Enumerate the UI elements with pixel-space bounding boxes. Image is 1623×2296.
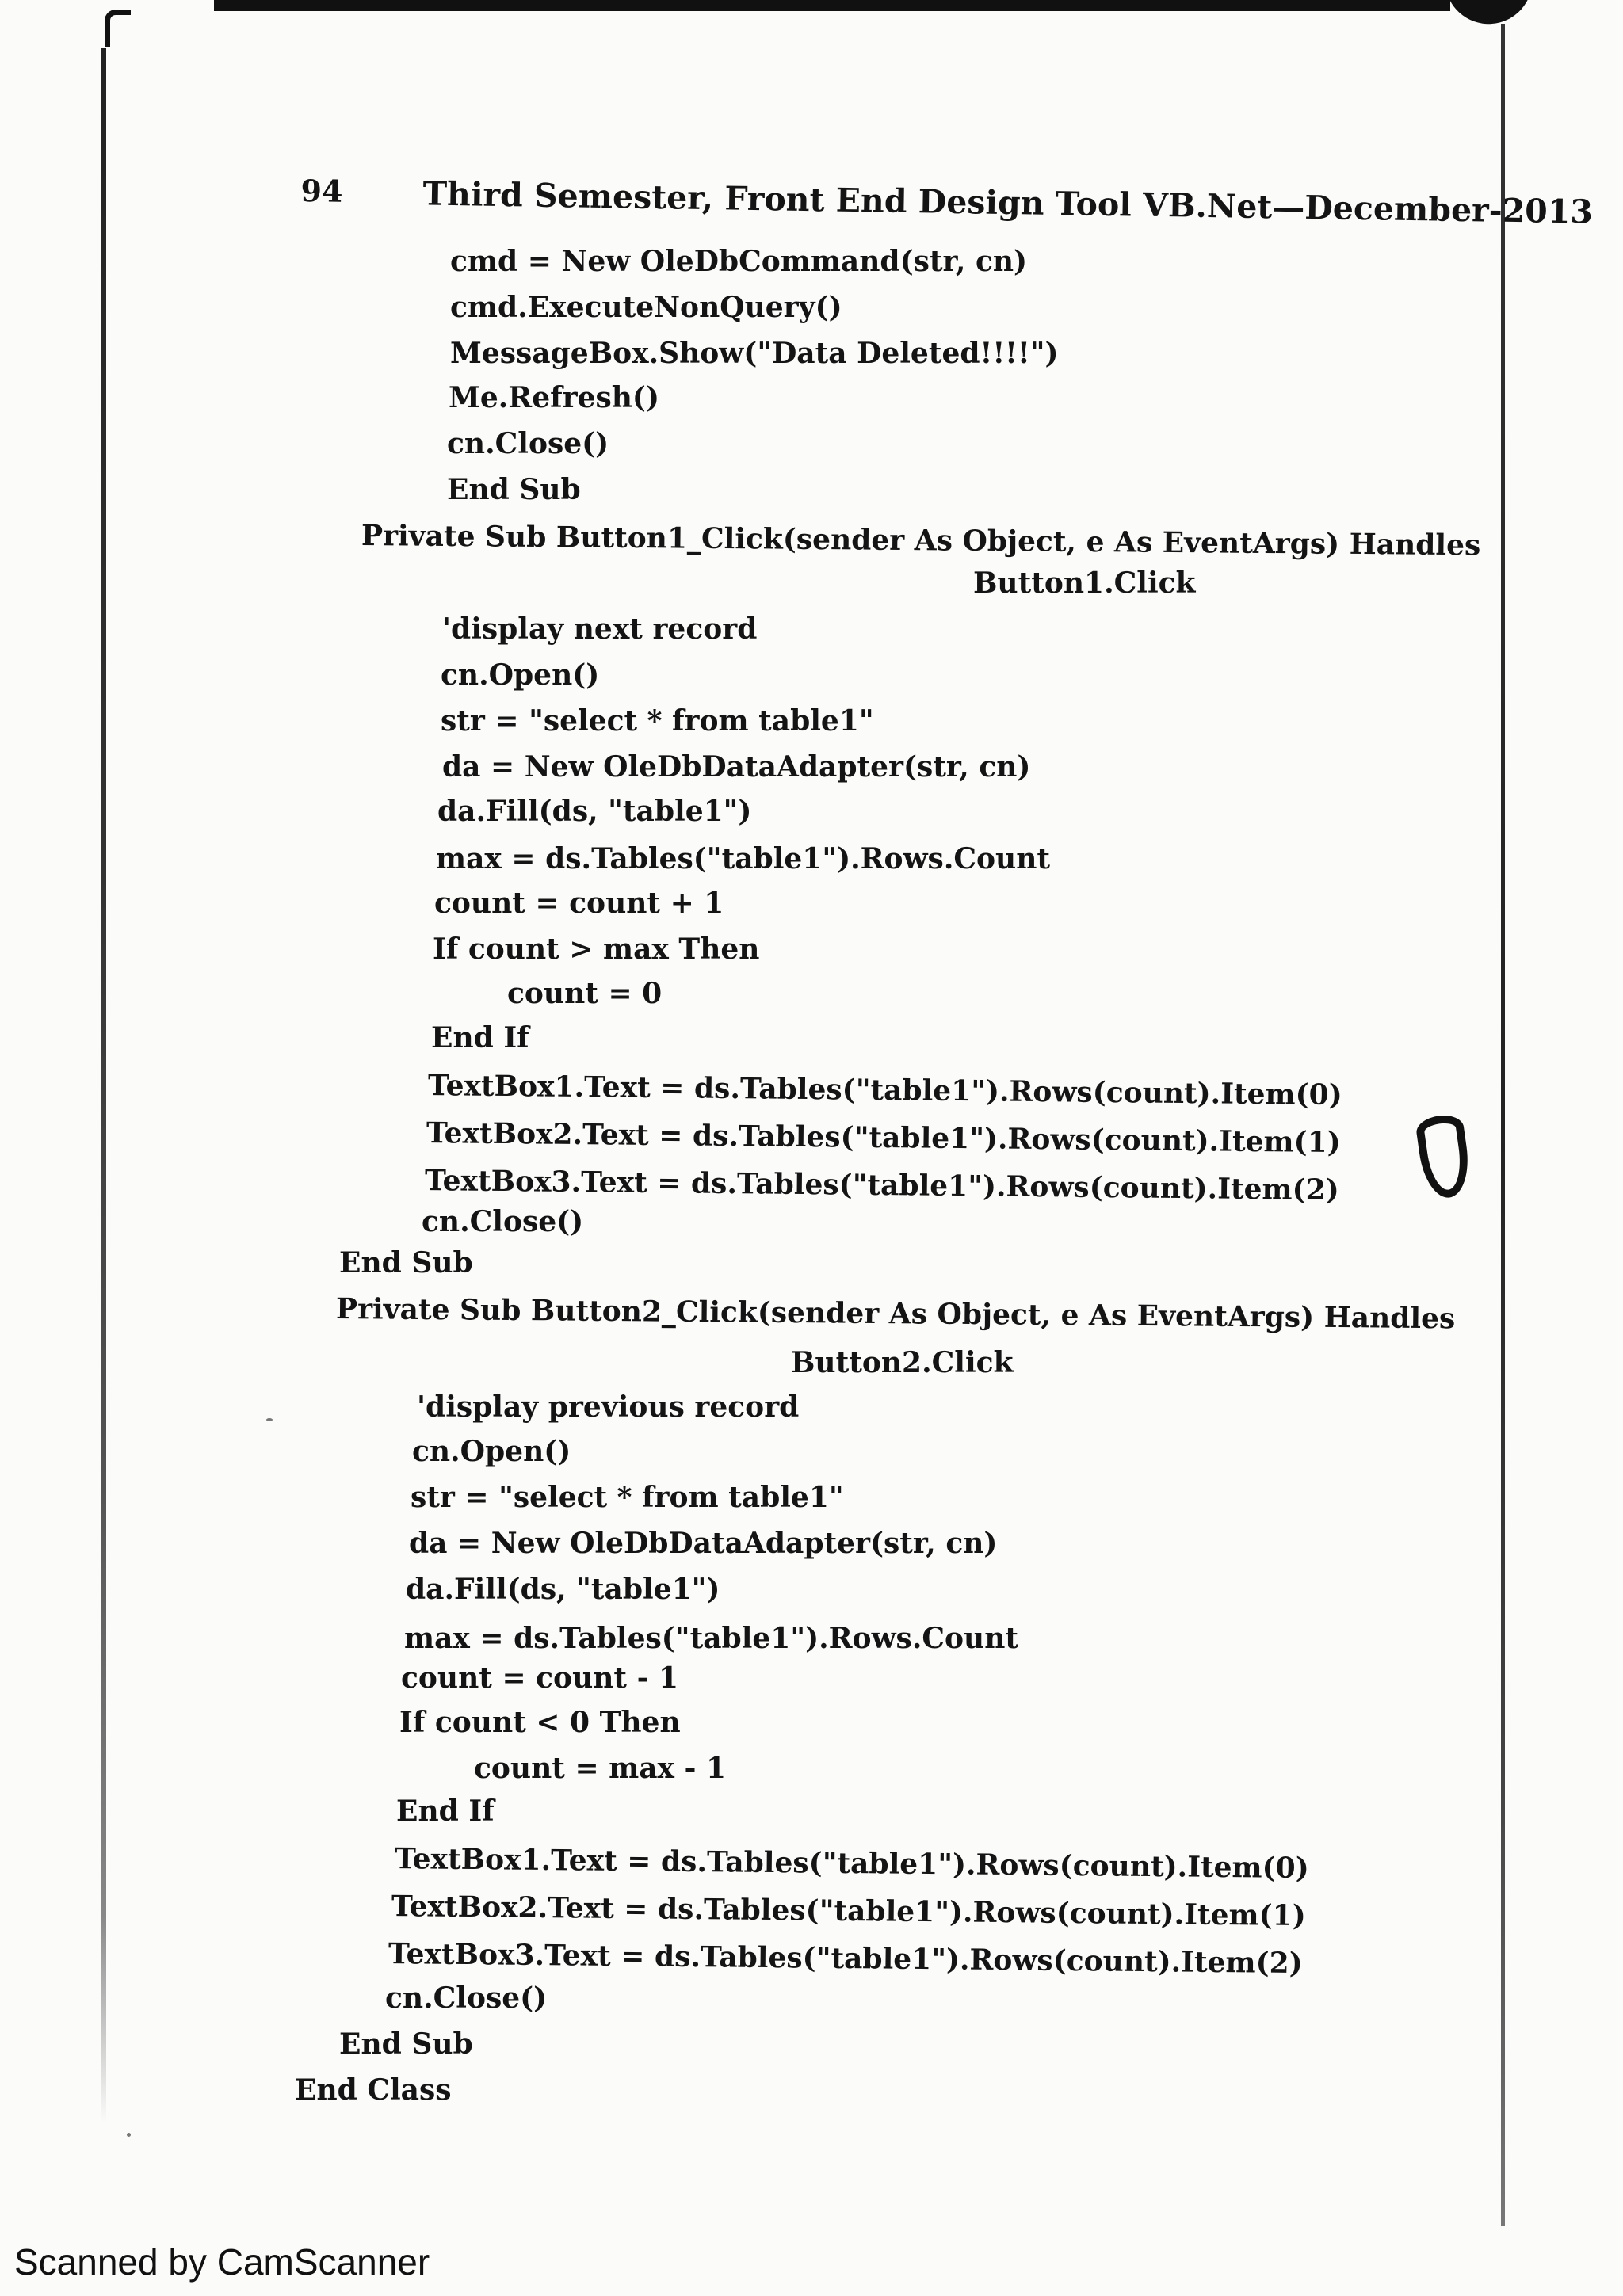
code-line: cn.Open() bbox=[412, 1435, 571, 1468]
code-line: TextBox2.Text = ds.Tables("table1").Rows(count).Item(1) bbox=[391, 1890, 1306, 1933]
code-line: End Sub bbox=[447, 473, 581, 506]
code-line: Private Sub Button2_Click(sender As Object, e As EventArgs) Handles bbox=[335, 1292, 1456, 1336]
code-line: cmd.ExecuteNonQuery() bbox=[450, 291, 842, 324]
code-line: Button2.Click bbox=[791, 1346, 1014, 1379]
scanner-watermark: Scanned by CamScanner bbox=[14, 2241, 430, 2283]
code-line: cn.Close() bbox=[422, 1205, 584, 1238]
code-line: TextBox3.Text = ds.Tables("table1").Rows(count).Item(2) bbox=[424, 1164, 1339, 1207]
code-line: If count > max Then bbox=[433, 933, 760, 966]
code-line: End If bbox=[431, 1021, 529, 1055]
code-line: str = "select * from table1" bbox=[441, 704, 874, 738]
code-line: count = max - 1 bbox=[474, 1752, 727, 1785]
code-line: cn.Close() bbox=[385, 1981, 548, 2015]
page-number: 94 bbox=[300, 173, 343, 209]
code-line: Button1.Click bbox=[973, 566, 1196, 600]
code-line: cn.Open() bbox=[441, 658, 600, 692]
code-line: str = "select * from table1" bbox=[411, 1481, 844, 1514]
code-line: max = ds.Tables("table1").Rows.Count bbox=[436, 842, 1051, 875]
code-line: TextBox2.Text = ds.Tables("table1").Rows(count).Item(1) bbox=[426, 1116, 1341, 1160]
code-line: cmd = New OleDbCommand(str, cn) bbox=[450, 245, 1028, 278]
code-line: MessageBox.Show("Data Deleted!!!!") bbox=[450, 337, 1059, 370]
code-line: Private Sub Button1_Click(sender As Object, e As EventArgs) Handles bbox=[361, 519, 1481, 563]
code-line: End Sub bbox=[339, 1246, 473, 1280]
code-line: TextBox1.Text = ds.Tables("table1").Rows(count).Item(0) bbox=[427, 1069, 1342, 1112]
code-line: End Sub bbox=[339, 2027, 473, 2061]
code-line: Me.Refresh() bbox=[449, 381, 659, 414]
code-line: da.Fill(ds, "table1") bbox=[406, 1573, 720, 1606]
code-line: da = New OleDbDataAdapter(str, cn) bbox=[442, 750, 1031, 784]
code-line: max = ds.Tables("table1").Rows.Count bbox=[404, 1622, 1019, 1655]
code-line: count = count + 1 bbox=[434, 887, 724, 920]
code-line: 'display previous record bbox=[417, 1390, 800, 1424]
code-line: count = count - 1 bbox=[401, 1661, 679, 1695]
code-line: If count < 0 Then bbox=[399, 1706, 681, 1739]
code-line: da.Fill(ds, "table1") bbox=[437, 795, 752, 828]
code-line: TextBox3.Text = ds.Tables("table1").Rows(count).Item(2) bbox=[388, 1937, 1303, 1981]
code-line: End Class bbox=[295, 2073, 452, 2107]
code-line: End If bbox=[396, 1794, 495, 1828]
running-title: Third Semester, Front End Design Tool VB.Net—December-2013 bbox=[422, 174, 1594, 231]
code-line: TextBox1.Text = ds.Tables("table1").Rows(count).Item(0) bbox=[394, 1842, 1309, 1886]
code-line: 'display next record bbox=[442, 612, 758, 646]
code-line: count = 0 bbox=[507, 977, 663, 1010]
code-line: cn.Close() bbox=[447, 427, 609, 460]
code-line: da = New OleDbDataAdapter(str, cn) bbox=[409, 1527, 998, 1560]
